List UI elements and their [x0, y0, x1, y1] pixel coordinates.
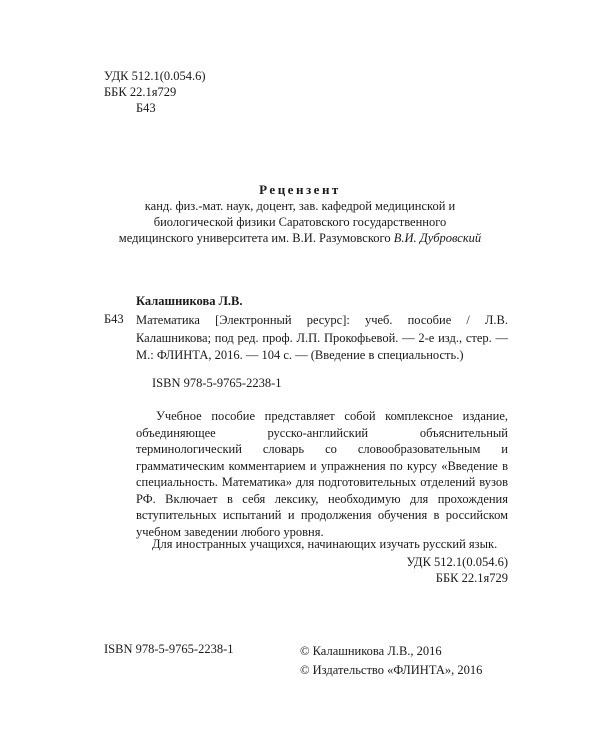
reviewer-info	[0, 198, 600, 246]
bibliographic-isbn: ISBN 978-5-9765-2238-1	[152, 376, 282, 390]
footer-isbn: ISBN 978-5-9765-2238-1	[104, 642, 234, 656]
abstract-codes	[406, 554, 508, 586]
author-heading: Калашникова Л.В.	[136, 294, 243, 308]
copyright-author: © Калашникова Л.В., 2016	[300, 644, 442, 658]
reviewer-heading: Рецензент	[259, 182, 341, 197]
author-mark-code: Б43	[136, 101, 156, 115]
copyright-publisher: © Издательство «ФЛИНТА», 2016	[300, 663, 483, 677]
reviewer-line-1: канд. физ.-мат. наук, доцент, зав. кафедрой медицинской и	[144, 199, 456, 213]
copyright-block	[300, 642, 482, 680]
reviewer-line-3	[0, 230, 600, 246]
abstract-paragraph: Учебное пособие представляет собой комплексное издание, объединяющее русско-английский объяснительный терминологический словарь со словообразовательным и грамматическим комментарием и упражнения по курсу «Введение в специальность. Математика» для подготовительных отделений вузов РФ. Включает в себя лексику, необходимую для прохождения вступительных испытаний и продолжения обучения в российском учебном заведении любого уровня.	[136, 409, 508, 539]
reviewer-name: В.И. Дубровский	[393, 231, 482, 245]
classification-codes	[104, 68, 206, 116]
abstract-udk: УДК 512.1(0.054.6)	[406, 555, 508, 569]
bbk-code: ББК 22.1я729	[104, 85, 177, 99]
bibliographic-code: Б43	[104, 312, 124, 326]
abstract-bbk: ББК 22.1я729	[435, 571, 508, 585]
bibliographic-description: Математика [Электронный ресурс]: учеб. пособие / Л.В. Калашникова; под ред. проф. Л.П. Прокофьевой. — 2-е изд., стер. — М.: ФЛИНТА, 2016. — 104 с. — (Введение в специальность.)	[136, 313, 508, 362]
udk-code: УДК 512.1(0.054.6)	[104, 69, 206, 83]
audience-note: Для иностранных учащихся, начинающих изучать русский язык.	[152, 537, 498, 551]
reviewer-affiliation: медицинского университета им. В.И. Разумовского	[118, 231, 394, 245]
reviewer-line-2: биологической физики Саратовского государственного	[153, 215, 447, 229]
